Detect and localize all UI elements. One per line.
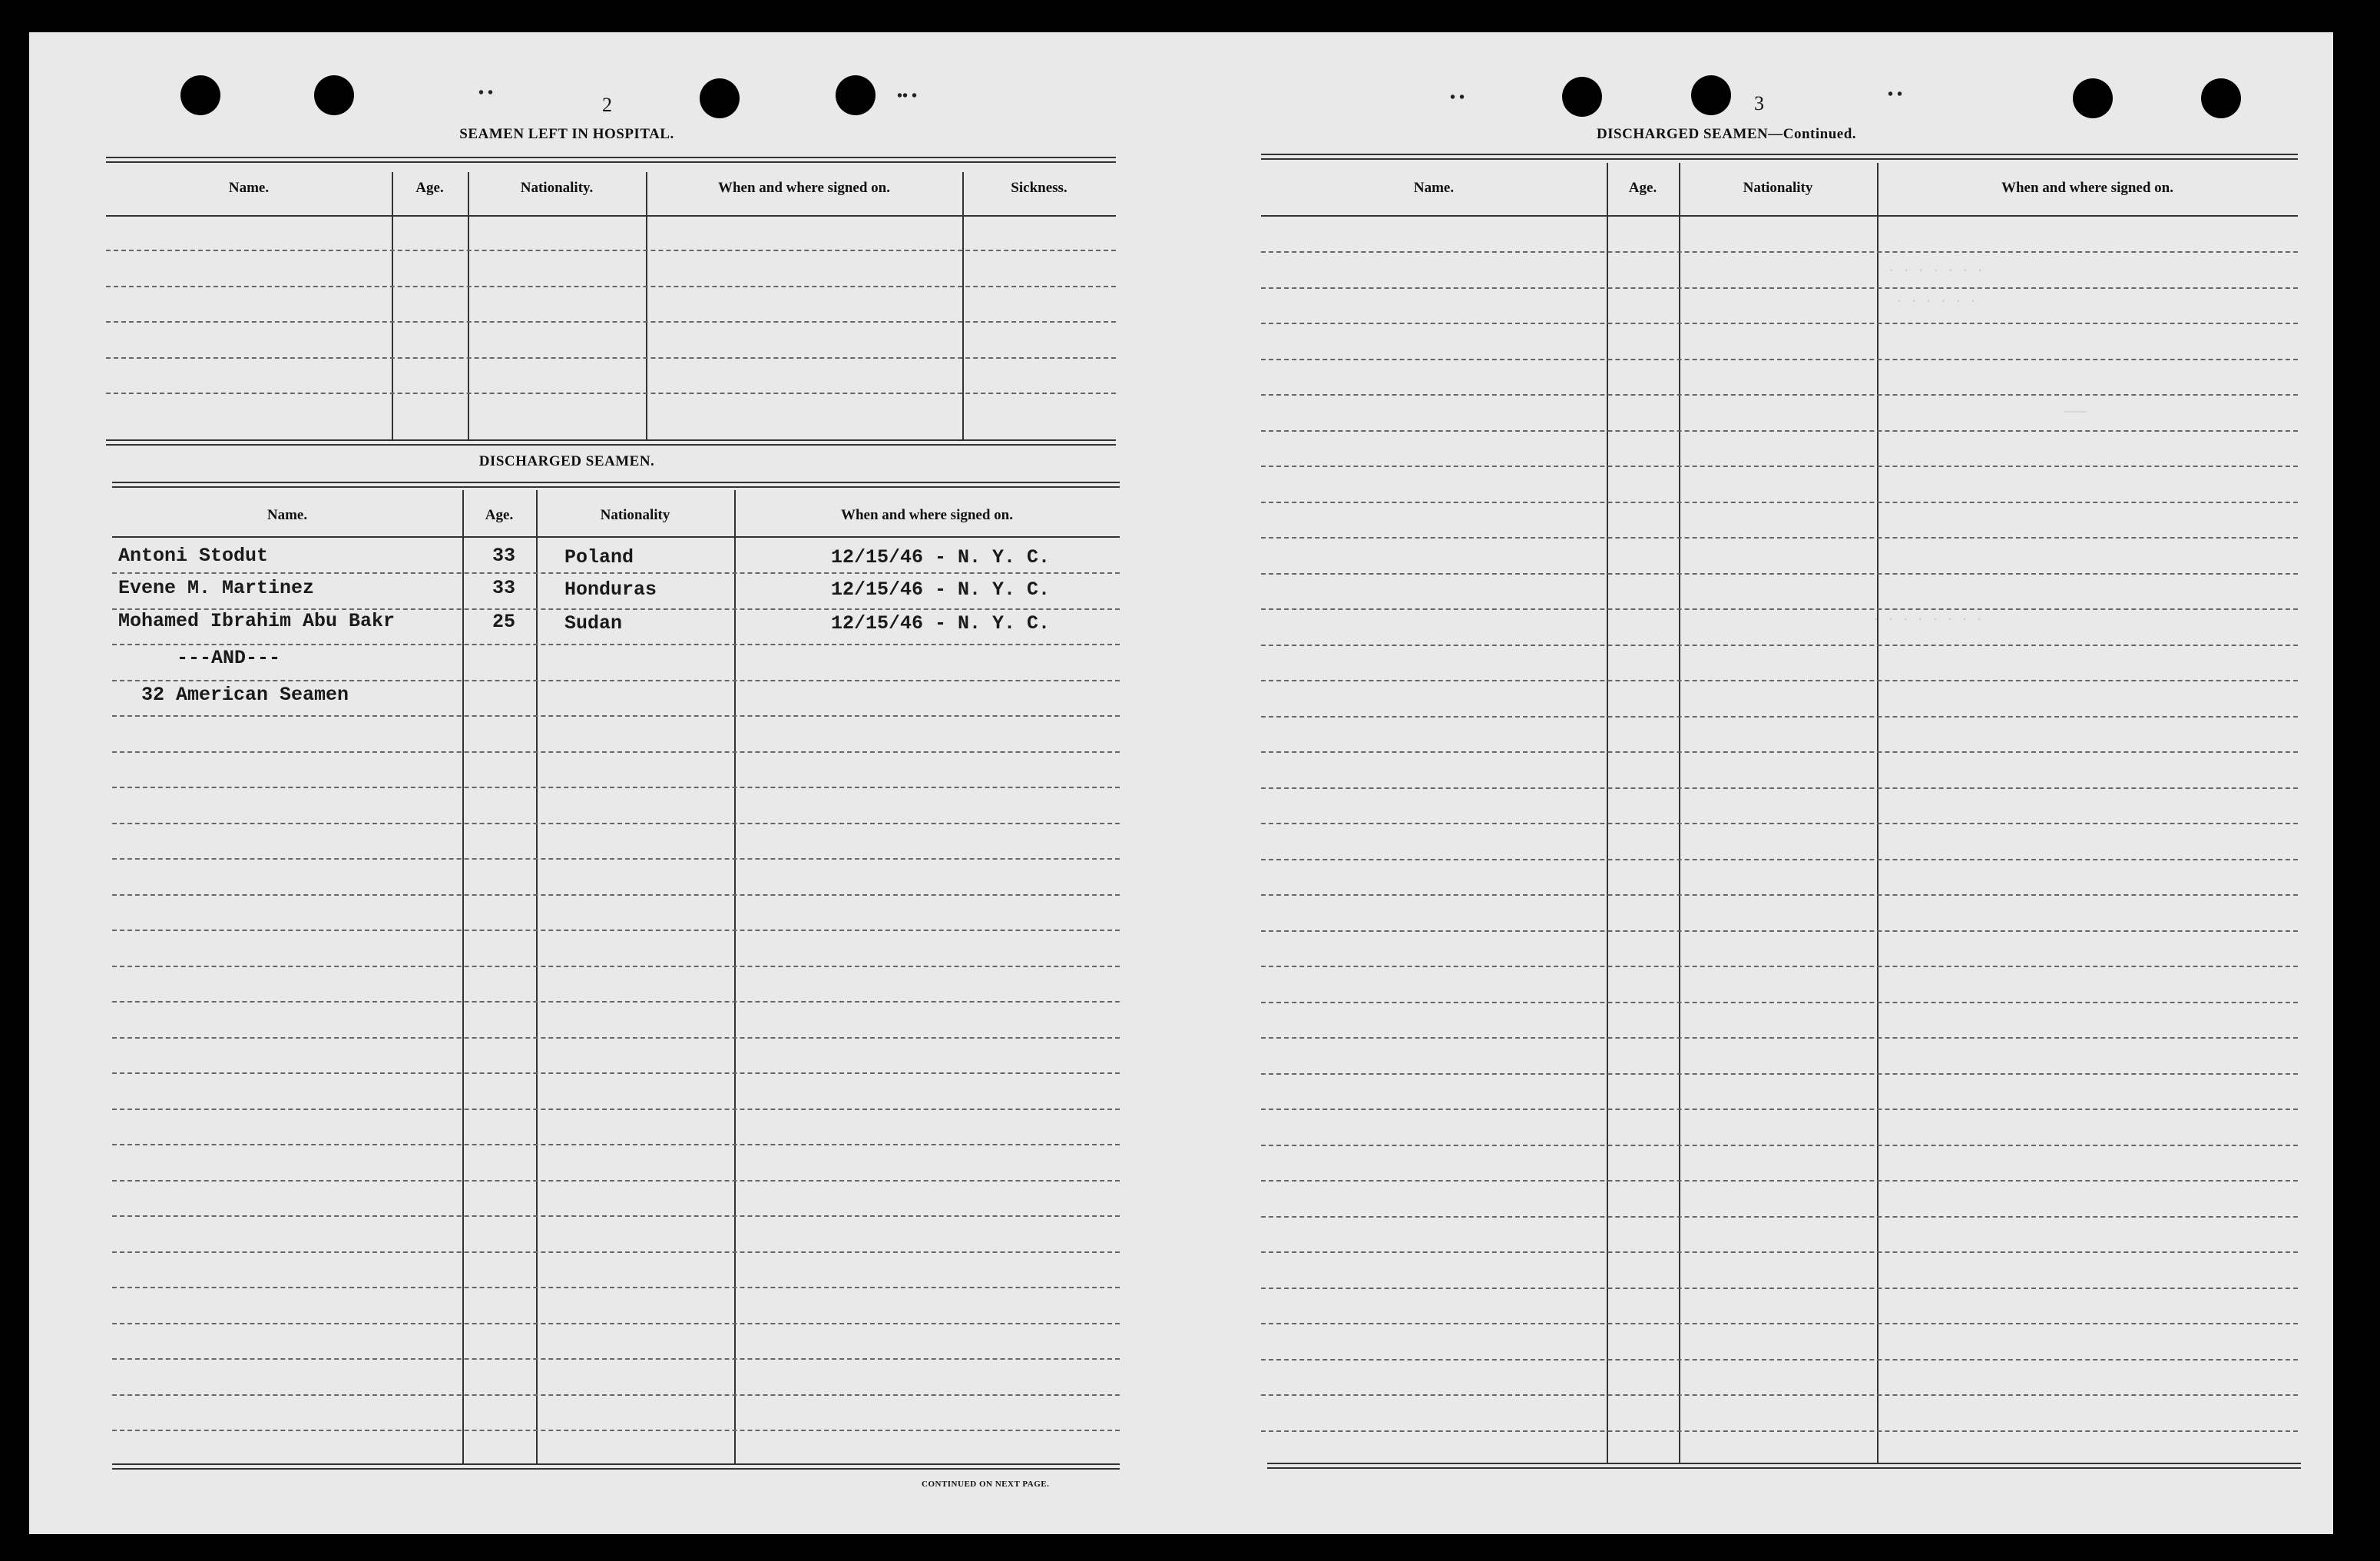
ruled-line	[1261, 1002, 2298, 1003]
discharged-col-age: Age.	[485, 507, 514, 523]
discharged-col-divider	[734, 490, 736, 1464]
hospital-col-signed-on: When and where signed on.	[717, 180, 890, 196]
american-seamen-summary: 32 American Seamen	[141, 684, 349, 706]
ruled-line	[112, 1323, 1120, 1324]
ruled-line	[1261, 466, 2298, 467]
punch-hole-1	[180, 75, 220, 115]
rule	[1261, 158, 2298, 160]
bleed-through-marks: . . . . . . .	[1888, 261, 1984, 275]
ruled-line	[1261, 323, 2298, 324]
ruled-line	[112, 1394, 1120, 1396]
ruled-line	[106, 286, 1116, 287]
ruled-line	[1261, 1145, 2298, 1146]
continued-footer: CONTINUED ON NEXT PAGE.	[922, 1480, 1050, 1489]
rule	[1267, 1467, 2301, 1469]
ruled-line	[1261, 537, 2298, 539]
rule	[1261, 154, 2298, 155]
seaman-signed-on: 12/15/46 - N. Y. C.	[831, 546, 1051, 568]
punch-hole-8	[2201, 78, 2241, 118]
ruled-line	[1261, 1073, 2298, 1075]
ruled-line	[112, 930, 1120, 931]
hospital-col-sickness: Sickness.	[1011, 180, 1068, 196]
seaman-signed-on: 12/15/46 - N. Y. C.	[831, 612, 1051, 635]
ruled-line	[1261, 787, 2298, 789]
ruled-line	[112, 787, 1120, 788]
ruled-line	[112, 858, 1120, 860]
ruled-line	[1261, 573, 2298, 575]
ruled-line	[1261, 1037, 2298, 1039]
hospital-col-name: Name.	[228, 180, 270, 196]
rule	[1261, 215, 2298, 217]
ruled-line	[106, 321, 1116, 323]
rule	[112, 486, 1120, 488]
ruled-line	[1261, 1109, 2298, 1110]
ruled-line	[112, 1144, 1120, 1145]
rule	[112, 1468, 1120, 1470]
ruled-line	[1261, 930, 2298, 932]
seaman-nationality: Poland	[564, 546, 634, 568]
hospital-col-divider	[392, 172, 393, 439]
ruled-line	[112, 1430, 1120, 1431]
punch-hole-7	[2073, 78, 2113, 118]
seaman-signed-on: 12/15/46 - N. Y. C.	[831, 578, 1051, 601]
discharged-col-nationality: Nationality	[600, 507, 670, 523]
ruled-line	[1261, 823, 2298, 824]
punch-hole-4	[836, 75, 876, 115]
ruled-line	[112, 966, 1120, 967]
seaman-age: 33	[492, 545, 516, 567]
rule	[112, 482, 1120, 483]
rule	[1267, 1463, 2301, 1464]
ruled-line	[112, 751, 1120, 753]
ruled-line	[112, 1037, 1120, 1039]
bleed-through-marks: ———	[2064, 405, 2087, 419]
seaman-age: 25	[492, 611, 516, 633]
hospital-col-divider	[468, 172, 469, 439]
registration-mark: •• •	[897, 88, 918, 104]
ruled-line	[1261, 1394, 2298, 1396]
ruled-line	[1261, 1251, 2298, 1253]
ruled-line	[1261, 502, 2298, 503]
rule	[112, 536, 1120, 538]
hospital-col-age: Age.	[415, 180, 444, 196]
ruled-line	[1261, 716, 2298, 718]
discharged-col-divider	[536, 490, 538, 1464]
rule	[106, 161, 1116, 163]
ruled-line	[106, 357, 1116, 359]
ruled-line	[112, 1215, 1120, 1217]
ruled-line	[112, 1072, 1120, 1074]
ruled-line	[112, 823, 1120, 824]
page-number-right: 3	[1754, 92, 1764, 114]
seaman-name: Antoni Stodut	[118, 545, 269, 567]
rule	[106, 215, 1116, 217]
ruled-line	[106, 250, 1116, 251]
ruled-line	[112, 1109, 1120, 1110]
and-separator: ---AND---	[177, 647, 281, 669]
ruled-line	[1261, 1359, 2298, 1360]
ruled-line	[1261, 287, 2298, 289]
ruled-line	[112, 715, 1120, 717]
continued-col-nationality: Nationality	[1743, 180, 1813, 196]
registration-mark: • •	[478, 85, 494, 101]
seaman-nationality: Sudan	[564, 612, 623, 635]
hospital-col-divider	[962, 172, 964, 439]
continued-section-title: DISCHARGED SEAMEN—Continued.	[1596, 126, 1857, 142]
ruled-line	[112, 894, 1120, 896]
ruled-line	[1261, 645, 2298, 646]
ruled-line	[112, 1251, 1120, 1253]
rule	[106, 157, 1116, 158]
hospital-col-divider	[646, 172, 647, 439]
punch-hole-3	[700, 78, 740, 118]
seaman-age: 33	[492, 577, 516, 599]
ruled-line	[112, 1180, 1120, 1182]
ruled-line	[1261, 966, 2298, 967]
ruled-line	[112, 572, 1120, 574]
ruled-line	[1261, 1430, 2298, 1432]
punch-hole-6	[1691, 75, 1731, 115]
ruled-line	[112, 1001, 1120, 1003]
continued-col-signed-on: When and where signed on.	[2001, 180, 2173, 196]
ruled-line	[1261, 394, 2298, 396]
ruled-line	[1261, 680, 2298, 681]
ruled-line	[1261, 894, 2298, 896]
ruled-line	[1261, 1216, 2298, 1218]
bleed-through-marks: . . . . . .	[1895, 292, 1977, 306]
ruled-line	[1261, 1288, 2298, 1289]
ruled-line	[1261, 430, 2298, 432]
ruled-line	[112, 1358, 1120, 1360]
discharged-col-divider	[462, 490, 464, 1464]
hospital-section-title: SEAMEN LEFT IN HOSPITAL.	[459, 126, 674, 142]
ruled-line	[1261, 751, 2298, 753]
ruled-line	[1261, 251, 2298, 253]
ruled-line	[1261, 859, 2298, 860]
ruled-line	[112, 1287, 1120, 1288]
registration-mark: • •	[1888, 86, 1903, 103]
ruled-line	[1261, 608, 2298, 610]
ruled-line	[112, 680, 1120, 681]
discharged-col-name: Name.	[266, 507, 308, 523]
discharged-section-title: DISCHARGED SEAMEN.	[478, 453, 655, 469]
ruled-line	[1261, 1323, 2298, 1324]
ruled-line	[1261, 1180, 2298, 1182]
punch-hole-2	[314, 75, 354, 115]
ruled-line	[112, 644, 1120, 645]
seaman-name: Evene M. Martinez	[118, 577, 315, 599]
rule	[112, 1463, 1120, 1465]
bleed-through-marks: . . . . . . . .	[1872, 610, 1984, 624]
seaman-nationality: Honduras	[564, 578, 657, 601]
rule	[106, 439, 1116, 441]
continued-col-age: Age.	[1628, 180, 1657, 196]
page-number-left: 2	[602, 94, 612, 116]
registration-mark: • •	[1450, 89, 1465, 106]
rule	[106, 444, 1116, 446]
ruled-line	[1261, 359, 2298, 360]
hospital-col-nationality: Nationality.	[520, 180, 594, 196]
continued-col-name: Name.	[1413, 180, 1455, 196]
discharged-col-signed-on: When and where signed on.	[840, 507, 1013, 523]
ruled-line	[106, 393, 1116, 394]
document-sheet	[29, 32, 2333, 1534]
seaman-name: Mohamed Ibrahim Abu Bakr	[118, 610, 396, 632]
punch-hole-5	[1562, 77, 1602, 117]
